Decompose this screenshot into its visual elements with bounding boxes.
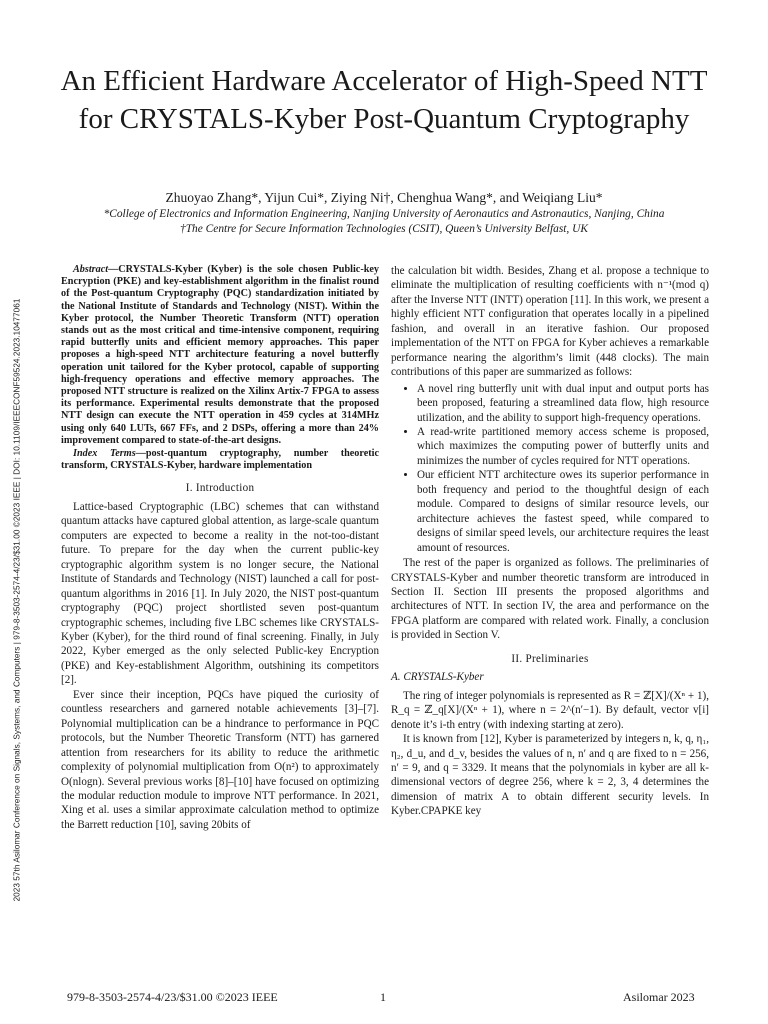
intro-paragraph-2: Ever since their inception, PQCs have piqued the curiosity of countless researchers and garnered notable achievements [3]–[7]. Polynomial multiplication can be a hindrance to performance in PQC protocols, but the Number Theoretic Transform (NTT) has garnered attention from researchers for its ability to reduce the arithmetic complexity of polynomial multiplication from O(n²) to approximately O(nlogn). Several previous works [8]–[10] have focused on optimizing the modular reduction module to improve NTT performance. In 2021, Xing et al. uses a similar approximate calculation method to optimize the Barrett reduction [10], saving 20bits of <box>61 688 379 831</box>
section-heading-preliminaries: II. Preliminaries <box>511 652 589 665</box>
contributions-list <box>391 382 709 555</box>
side-margin-doi <box>0 0 34 1024</box>
section-heading-introduction: I. Introduction <box>185 482 255 495</box>
right-column <box>391 264 709 819</box>
prelim-paragraph-2: It is known from [12], Kyber is parameterized by integers n, k, q, η₁, η₂, d_u, and d_v, besides the values of n, n′ and q are fixed to n = 256, n′ = 9, and q = 3329. It means that the polynomials in kyber are all k-dimensional vectors of degree 256, where k = 2, 3, 4 determines the dimension of matrix A to obtain different security levels. In Kyber.CPAPKE key <box>391 733 709 818</box>
contribution-item: • Our efficient NTT architecture owes its superior performance in both frequency and period to the thoughtful design of each module. Compared to designs of similar resource levels, our architecture achieves the fastest speed, while compared to designs of similar speed levels, our architecture requires the least amount of resources. <box>417 468 709 555</box>
abstract-lead: Abstract <box>73 264 109 275</box>
contribution-item: • A read-write partitioned memory access scheme is proposed, which maximizes the computing power of butterfly units and minimizes the number of cycles required for NTT operations. <box>417 425 709 468</box>
footer-conference: Asilomar 2023 <box>623 990 695 1004</box>
index-terms <box>61 448 379 472</box>
intro-paragraph-1: Lattice-based Cryptographic (LBC) schemes that can withstand quantum attacks have captured global attention, as large-scale quantum computers are expected to become a reality in the not-too-distant future. To prepare for the day when the current public-key cryptographic algorithm system is no longer secure, the National Institute of Standards and Technology (NIST) launched a call for post-quantum algorithms in 2016 [1]. In July 2020, the NIST post-quantum cryptography (PQC) project shortlisted seven post-quantum cryptographic schemes, including five LBC schemes like CRYSTALS-Kyber (Kyber), for the third round of final screening. Finally, in July 2022, Kyber emerged as the only selected Public-key Encryption (PKE) and Key-establishment Algorithm, outshining its competitors [2]. <box>61 500 379 687</box>
organization-paragraph: The rest of the paper is organized as follows. The preliminaries of CRYSTALS-Kyber and number theoretic transform are introduced in Section II. Section III presents the proposed algorithms and architectures of NTT. In section IV, the area and performance on the FPGA platform are compared with related work. Finally, a conclusion is provided in Section V. <box>391 557 709 642</box>
prelim-paragraph-1: The ring of integer polynomials is represented as R = ℤ[X]/(Xⁿ + 1), R_q = ℤ_q[X]/(Xⁿ + 1), where n = 2^(n′−1). By default, vector v[i] denote it’s i-th entry (with indexing starting at zero). <box>391 689 709 731</box>
affiliation-1: *College of Electronics and Information Engineering, Nanjing University of Aeronautics and Astronautics, Nanjing, China <box>103 208 665 220</box>
index-terms-lead: Index Terms <box>73 448 136 460</box>
page-number: 1 <box>380 990 386 1004</box>
left-column <box>61 264 379 832</box>
subsection-heading-kyber: A. CRYSTALS-Kyber <box>391 671 484 684</box>
author-list: Zhuoyao Zhang*, Yijun Cui*, Ziying Ni†, Chenghua Wang*, and Weiqiang Liu* <box>165 190 603 205</box>
paper-title: An Efficient Hardware Accelerator of High-Speed NTT for CRYSTALS-Kyber Post-Quantum Cryptography <box>60 65 708 136</box>
abstract <box>61 264 379 447</box>
abstract-text: —CRYSTALS-Kyber (Kyber) is the sole chosen Public-key Encryption (PKE) and key-establishment algorithm in the finalist round of the Post-quantum Cryptography (PQC) standardization initiated by the National Institute of Standards and Technology (NIST). Within the Kyber protocol, the Number Theoretic Transform (NTT) operation stands out as the most critical and time-intensive component, requiring rapid butterfly units and efficient memory approaches. This paper proposes a high-speed NTT architecture featuring a novel butterfly operation unit tailored for the Kyber protocol, capable of supporting high-frequency operations and effective memory approaches. The proposed NTT structure is realized on the Xilinx Artix-7 FPGA to assess its performance. Experimental results demonstrate that the proposed NTT design can execute the NTT operation in 459 cycles at 314MHz using only 640 LUTs, 667 FFs, and 2 DSPs, offering a more than 24% improvement compared to state-of-the-art designs. <box>61 264 379 446</box>
footer-copyright: 979-8-3503-2574-4/23/$31.00 ©2023 IEEE <box>67 990 278 1004</box>
contribution-item: • A novel ring butterfly unit with dual input and output ports has been proposed, featuring a streamlined data flow, high resource utilization, and the ability to support high-frequency operations. <box>417 382 709 425</box>
affiliation-2: †The Centre for Secure Information Technologies (CSIT), Queen’s University Belfast, UK <box>180 223 588 235</box>
conference-doi-text: 2023 57th Asilomar Conference on Signals, Systems, and Computers | 979-8-3503-2574-4/23/$31.00 ©2023 IEEE | DOI: 10.1109/IEEECONF59524.2023.10477061 <box>12 298 22 902</box>
intro-paragraph-3: the calculation bit width. Besides, Zhang et al. propose a technique to eliminate the multiplication of resulting coefficients with n⁻¹(mod q) after the Inverse NTT (INTT) operation [11]. In this work, we present a highly efficient NTT configuration that operates locally in a pipelined fashion, and overall in an iterative fashion. Our proposed implementation of the NTT on FPGA for Kyber achieves a remarkable performance nearing the algorithm’s limit (448 clocks). The main contributions of this paper are summarized as follows: <box>391 265 709 379</box>
index-terms-text: —post-quantum cryptography, number theoretic transform, CRYSTALS-Kyber, hardware implementation <box>61 448 379 472</box>
